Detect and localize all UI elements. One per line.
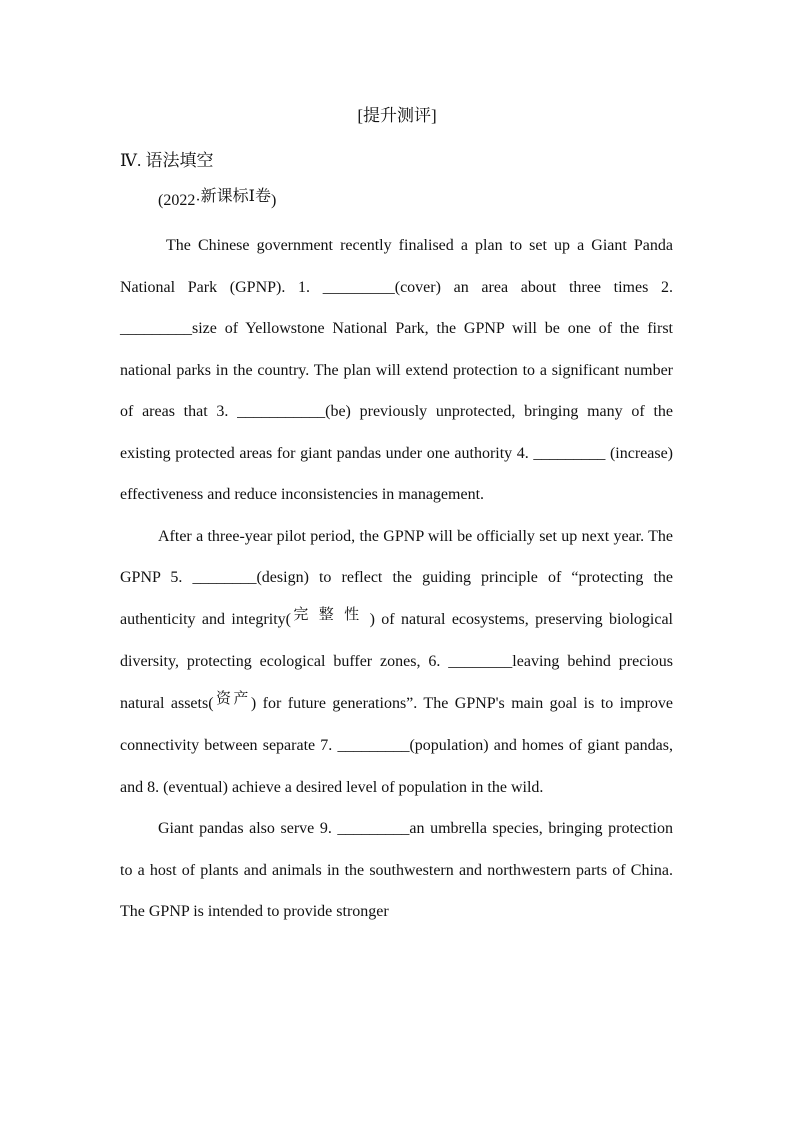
source-suffix: ) <box>270 192 277 209</box>
paragraph-1: The Chinese government recently finalised a plan to set up a Giant Panda National Park (GPNP). 1. _________(cover) an area about three times 2. _________size of Yellowstone National Park, the GPNP will be one of the first national parks in the country. The plan will extend protection to a significant number of areas that 3. ___________(be) previously unprotected, bringing many of the existing protected areas for giant pandas under one authority 4. _________ (increase) effectiveness and reduce inconsistencies in management. <box>120 237 673 503</box>
section-heading: Ⅳ. 语法填空 <box>120 151 214 170</box>
gloss-integrity: 完整性 <box>290 606 370 623</box>
section-title <box>120 149 213 173</box>
page-header <box>0 104 794 128</box>
paragraph-2-part-b: ) of natural ecosystems, preserving biological diversity, protecting ecological buffer zones, 6. ________leaving behind precious natural assets( <box>120 610 674 712</box>
paragraph-2-part-c: ) for future generations”. The GPNP's main goal is to improve connectivity between separate 7. _________(population) and homes of giant pandas, and 8. (eventual) achieve a desired level of population in the wild. <box>120 694 673 796</box>
paragraph-2 <box>120 516 673 809</box>
passage <box>120 225 673 933</box>
source-prefix: (2022· <box>158 192 201 209</box>
paragraph-3: Giant pandas also serve 9. _________an umbrella species, bringing protection to a host of plants and animals in the southwestern and northwestern parts of China. The GPNP is intended to provide stronger <box>120 820 673 920</box>
source-name: 新课标Ⅰ卷 <box>200 188 271 205</box>
gloss-assets: 资产 <box>213 690 251 707</box>
exam-source <box>158 189 276 213</box>
paragraph-2-part-a: After a three-year pilot period, the GPNP will be officially set up next year. The GPNP 5. ________(design) to reflect the guiding principle of “protecting the authenticity and integrity( <box>120 527 673 628</box>
header-title: [提升测评] <box>357 106 437 125</box>
